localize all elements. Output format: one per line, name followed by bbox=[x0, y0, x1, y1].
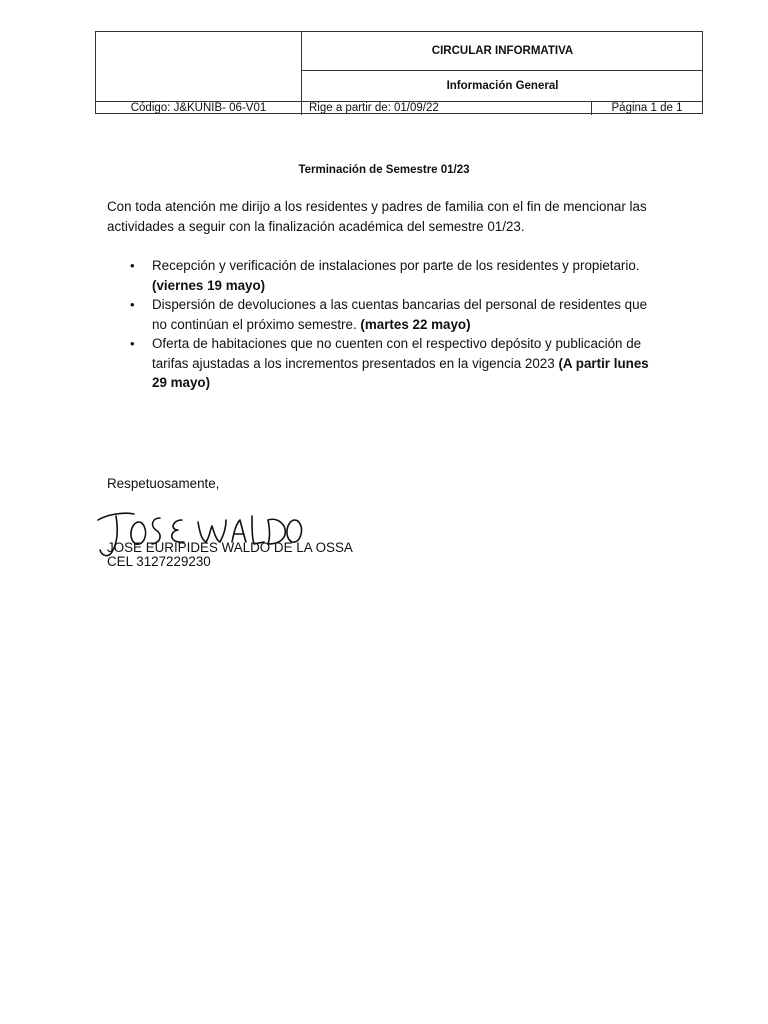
signer-name: JOSE EURIPIDES WALDO DE LA OSSA bbox=[107, 540, 353, 555]
header-subtitle: Información General bbox=[446, 80, 559, 92]
document-title: Terminación de Semestre 01/23 bbox=[298, 164, 470, 176]
list-item-text: Recepción y verificación de instalaciones por parte de los residentes y propietario. bbox=[152, 258, 640, 273]
document-code: Código: J&KUNIB- 06-V01 bbox=[96, 102, 302, 115]
list-item-date: (martes 22 mayo) bbox=[360, 316, 471, 332]
page-number: Página 1 de 1 bbox=[611, 102, 683, 114]
list-item bbox=[107, 295, 663, 334]
activity-list bbox=[107, 256, 663, 393]
bullet-icon: • bbox=[130, 258, 135, 273]
list-item bbox=[107, 256, 663, 295]
logo-cell bbox=[96, 32, 302, 101]
effective-date: Rige a partir de: 01/09/22 bbox=[302, 102, 592, 115]
intro-paragraph: Con toda atención me dirijo a los residentes y padres de familia con el fin de mencionar las actividades a seguir con la finalización académica del semestre 01/23. bbox=[107, 199, 647, 234]
bullet-icon: • bbox=[130, 297, 135, 312]
header-meta-row bbox=[96, 101, 702, 115]
list-item-date: (A partir lunes 29 mayo) bbox=[152, 355, 649, 390]
list-item-text: Oferta de habitaciones que no cuenten con el respectivo depósito y publicación de tarifas ajustadas a los incrementos presentados en la vigencia 2023 bbox=[152, 336, 642, 371]
document-header-table bbox=[95, 31, 703, 114]
list-item-text: Dispersión de devoluciones a las cuentas bancarias del personal de residentes que no continúan el próximo semestre. bbox=[152, 297, 648, 332]
list-item-date: (viernes 19 mayo) bbox=[152, 277, 266, 293]
bullet-icon: • bbox=[130, 336, 135, 351]
closing-salutation: Respetuosamente, bbox=[107, 476, 220, 491]
signer-phone: CEL 3127229230 bbox=[107, 554, 211, 569]
header-title: CIRCULAR INFORMATIVA bbox=[302, 32, 703, 71]
list-item bbox=[107, 334, 663, 393]
